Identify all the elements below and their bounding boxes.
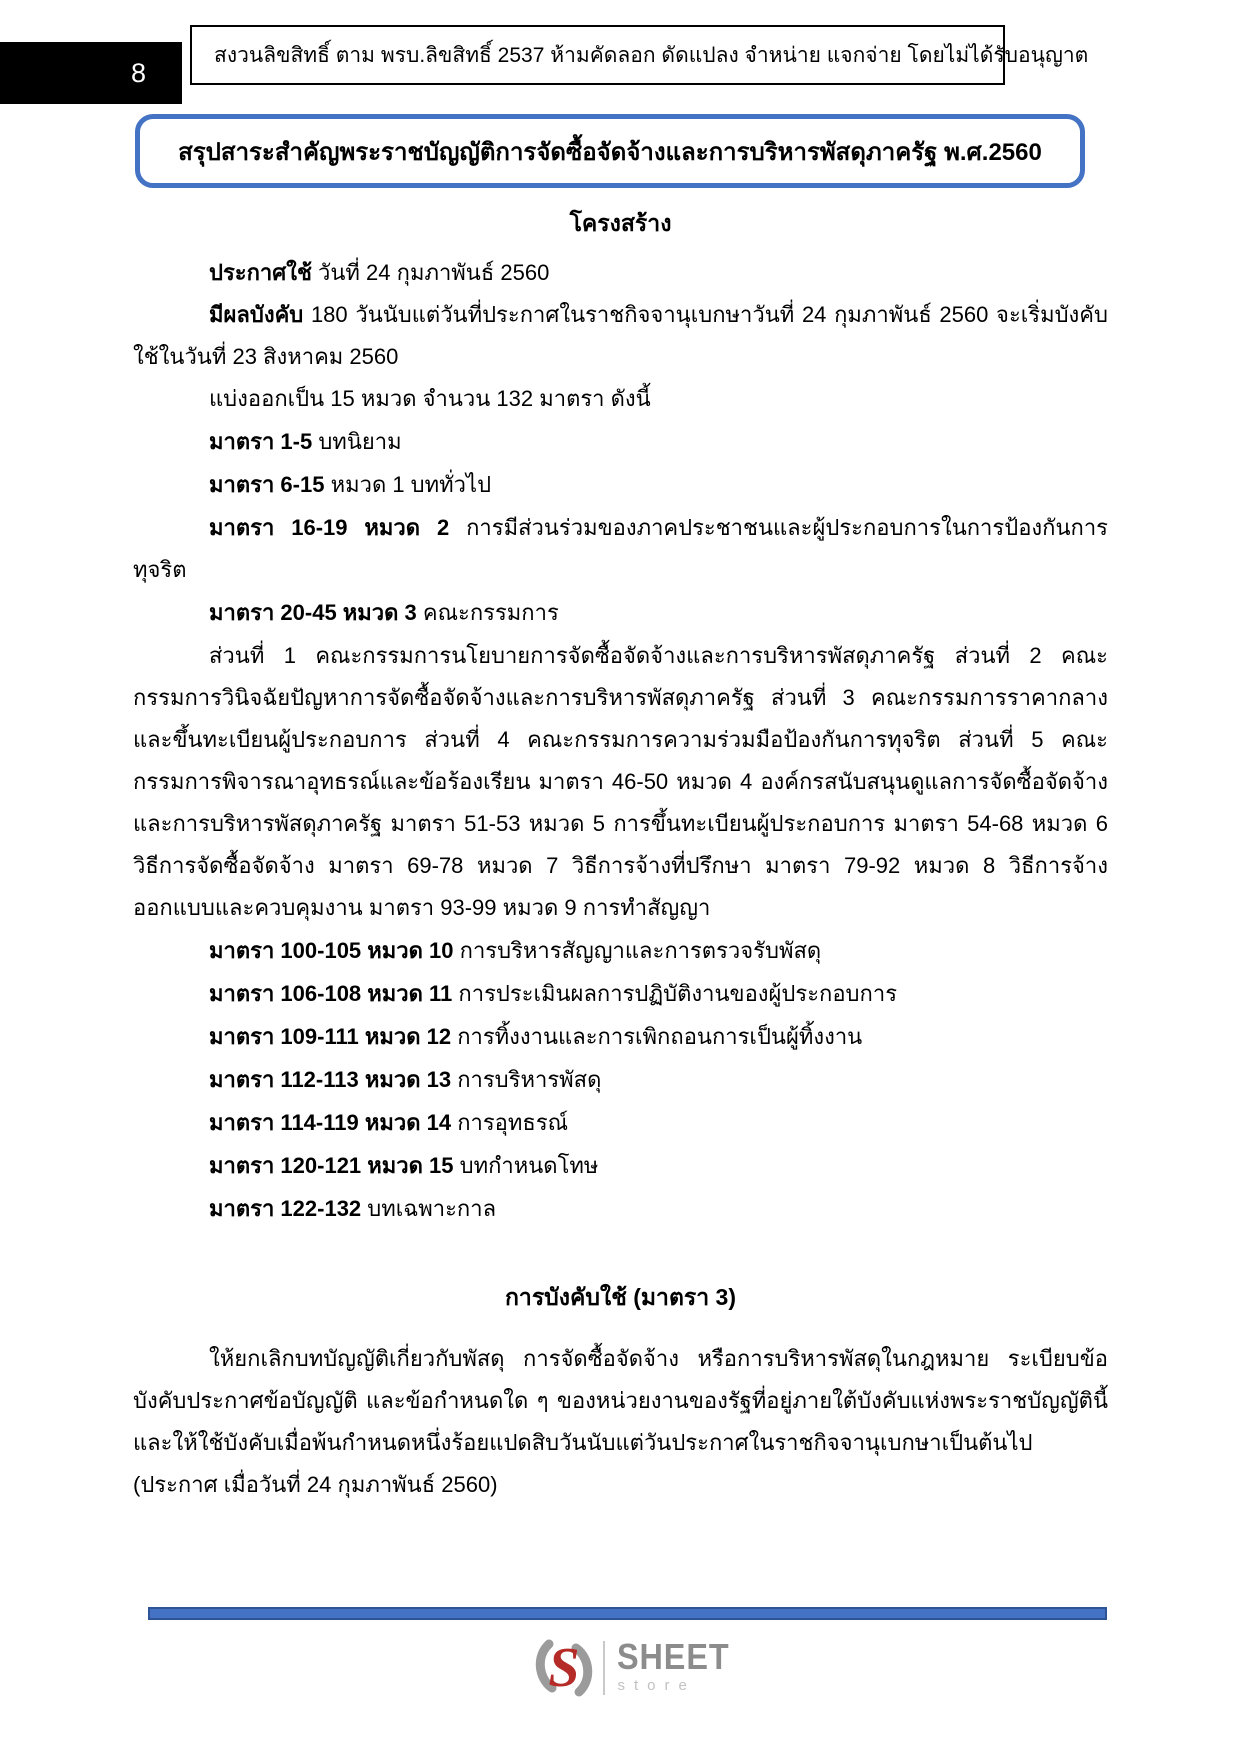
section-list-item xyxy=(133,930,1108,972)
section-list-item xyxy=(133,464,1108,506)
paragraph-text: แบ่งออกเป็น 15 หมวด จำนวน 132 มาตรา ดังนี้ xyxy=(209,386,651,411)
section-range: มาตรา 106-108 หมวด 11 xyxy=(209,981,453,1006)
section-range: มาตรา 114-119 หมวด 14 xyxy=(209,1110,452,1135)
section-title: คณะกรรมการ xyxy=(416,600,559,625)
section-range: มาตรา 6-15 xyxy=(209,472,325,497)
paragraph-lead: ประกาศใช้ xyxy=(209,260,312,285)
footer-divider xyxy=(148,1607,1107,1620)
enforcement-paragraph: ให้ยกเลิกบทบัญญัติเกี่ยวกับพัสดุ การจัดซื้อจัดจ้าง หรือการบริหารพัสดุในกฎหมาย ระเบียบข้อบังคับประกาศข้อบัญญัติ และข้อกำหนดใด ๆ ของหน่วยงานของรัฐที่อยู่ภายใต้บังคับแห่งพระราชบัญญัตินี้ และให้ใช้บังคับเมื่อพ้นกำหนดหนึ่งร้อยแปดสิบวันนับแต่วันประกาศในราชกิจจานุเบกษาเป็นต้นไป (ประกาศ เมื่อวันที่ 24 กุมภาพันธ์ 2560) xyxy=(133,1346,1108,1497)
paragraph-text: ส่วนที่ 1 คณะกรรมการนโยบายการจัดซื้อจัดจ้างและการบริหารพัสดุภาครัฐ ส่วนที่ 2 คณะกรรมการวินิจฉัยปัญหาการจัดซื้อจัดจ้างและการบริหารพัสดุภาครัฐ ส่วนที่ 3 คณะกรรมการราคากลางและขึ้นทะเบียนผู้ประกอบการ ส่วนที่ 4 คณะกรรมการความร่วมมือป้องกันการทุจริต ส่วนที่ 5 คณะกรรมการพิจารณาอุทธรณ์และข้อร้องเรียน มาตรา 46-50 หมวด 4 องค์กรสนับสนุนดูแลการจัดซื้อจัดจ้างและการบริหารพัสดุภาครัฐ มาตรา 51-53 หมวด 5 การขึ้นทะเบียนผู้ประกอบการ มาตรา 54-68 หมวด 6 วิธีการจัดซื้อจัดจ้าง มาตรา 69-78 หมวด 7 วิธีการจ้างที่ปรึกษา มาตรา 79-92 หมวด 8 วิธีการจ้างออกแบบและควบคุมงาน มาตรา 93-99 หมวด 9 การทำสัญญา xyxy=(133,643,1108,920)
copyright-notice-text: สงวนลิขสิทธิ์ ตาม พรบ.ลิขสิทธิ์ 2537 ห้ามคัดลอก ดัดแปลง จำหน่าย แจกจ่าย โดยไม่ได้รับอนุญาต xyxy=(214,43,1089,67)
svg-text:S: S xyxy=(548,1637,581,1699)
section-list-item xyxy=(133,507,1108,591)
logo-divider xyxy=(603,1641,605,1695)
section-list-item xyxy=(133,592,1108,634)
section-list-item xyxy=(133,1102,1108,1144)
sheet-store-logo xyxy=(18,1632,1240,1704)
document-title: สรุปสาระสำคัญพระราชบัญญัติการจัดซื้อจัดจ้างและการบริหารพัสดุภาครัฐ พ.ศ.2560 xyxy=(178,138,1042,166)
section-list-item xyxy=(133,1059,1108,1101)
brand-name: SHEET xyxy=(617,1636,731,1677)
section-list-item xyxy=(133,421,1108,463)
section-title: การประเมินผลการปฏิบัติงานของผู้ประกอบการ xyxy=(452,981,898,1006)
section-range: มาตรา 120-121 หมวด 15 xyxy=(209,1153,454,1178)
section-title: การอุทธรณ์ xyxy=(451,1110,569,1135)
page-number-box xyxy=(0,42,182,104)
document-title-box xyxy=(135,114,1085,188)
section-list-item xyxy=(133,1145,1108,1187)
section-title: บทนิยาม xyxy=(312,429,402,454)
copyright-notice-box xyxy=(190,25,1089,85)
logo-s-icon xyxy=(533,1632,595,1704)
section-range: มาตรา 122-132 xyxy=(209,1196,362,1221)
section-range: มาตรา 20-45 หมวด 3 xyxy=(209,600,417,625)
section-list-item xyxy=(133,1188,1108,1230)
body-paragraph xyxy=(133,252,1108,294)
section-range: มาตรา 100-105 หมวด 10 xyxy=(209,938,454,963)
document-body xyxy=(133,202,1108,1506)
paragraph-text: วันที่ 24 กุมภาพันธ์ 2560 xyxy=(311,260,550,285)
body-paragraph xyxy=(133,294,1108,378)
section-title: การทิ้งงานและการเพิกถอนการเป็นผู้ทิ้งงาน xyxy=(451,1024,863,1049)
section-title: บทเฉพาะกาล xyxy=(361,1196,497,1221)
section-list-item xyxy=(133,973,1108,1015)
section-list-item xyxy=(133,1016,1108,1058)
section-title: การมีส่วนร่วมของภาคประชาชนและผู้ประกอบการในการป้องกันการทุจริต xyxy=(133,515,1108,582)
section-range: มาตรา 1-5 xyxy=(209,429,313,454)
body-paragraph xyxy=(133,635,1108,929)
section-range: มาตรา 109-111 หมวด 12 xyxy=(209,1024,452,1049)
paragraph-lead: มีผลบังคับ xyxy=(209,302,304,327)
section-title: หมวด 1 บททั่วไป xyxy=(324,472,492,497)
page-number: 8 xyxy=(130,57,147,88)
section-title: บทกำหนดโทษ xyxy=(453,1153,599,1178)
body-paragraph xyxy=(133,378,1108,420)
section-title: การบริหารพัสดุ xyxy=(451,1067,602,1092)
structure-heading: โครงสร้าง xyxy=(569,210,672,236)
section-title: การบริหารสัญญาและการตรวจรับพัสดุ xyxy=(453,938,822,963)
paragraph-text: 180 วันนับแต่วันที่ประกาศในราชกิจจานุเบกษาวันที่ 24 กุมภาพันธ์ 2560 จะเริ่มบังคับใช้ในวันที่ 23 สิงหาคม 2560 xyxy=(133,302,1108,369)
brand-subname: store xyxy=(617,1677,696,1694)
enforcement-heading: การบังคับใช้ (มาตรา 3) xyxy=(504,1284,737,1310)
section-range: มาตรา 112-113 หมวด 13 xyxy=(209,1067,452,1092)
logo-text xyxy=(617,1636,742,1696)
section-range: มาตรา 16-19 หมวด 2 xyxy=(209,515,450,540)
